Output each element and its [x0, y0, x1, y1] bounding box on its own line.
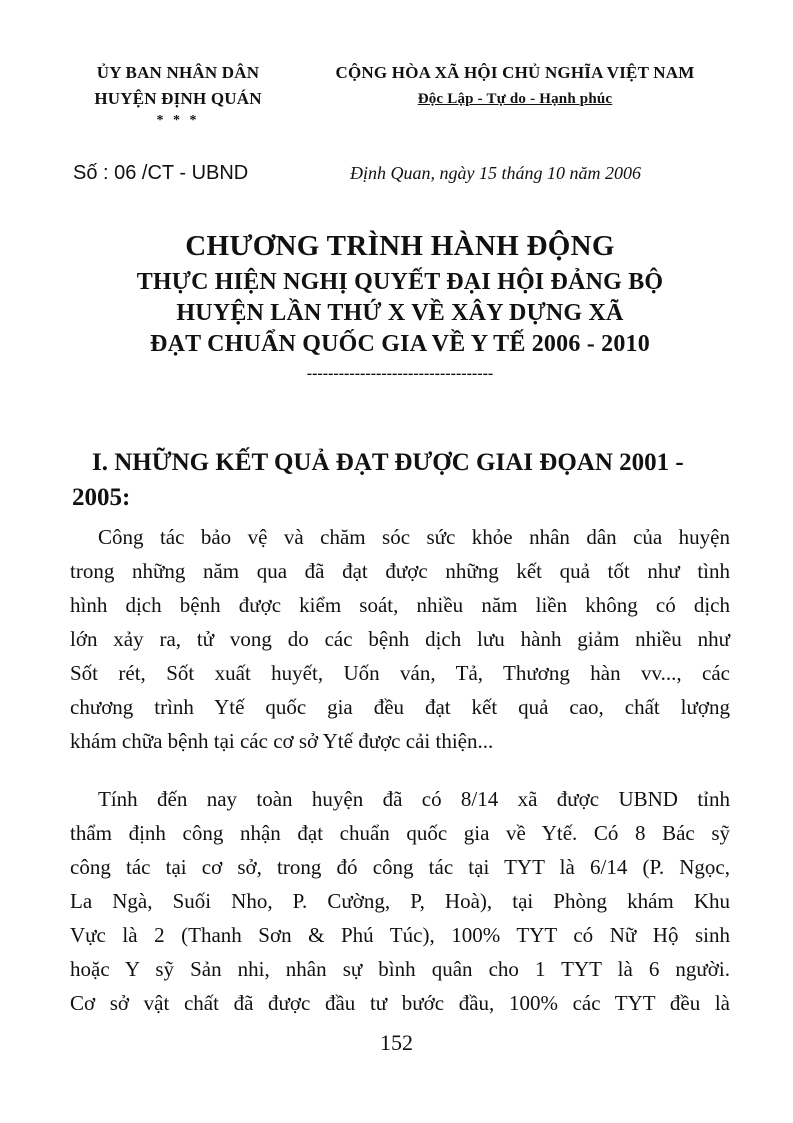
issuing-authority [68, 60, 288, 130]
document-title [60, 225, 740, 384]
title-main: CHƯƠNG TRÌNH HÀNH ĐỘNG [185, 230, 615, 262]
national-title: CỘNG HÒA XÃ HỘI CHỦ NGHĨA VIỆT NAM [335, 63, 695, 82]
paragraph-2 [70, 782, 730, 1020]
title-sub-2: HUYỆN LẦN THỨ X VỀ XÂY DỰNG XÃ [176, 300, 624, 326]
paragraph-line: khám chữa bệnh tại các cơ sở Ytế được cải thiện... [70, 729, 494, 753]
paragraph-line: Vực là 2 (Thanh Sơn & Phú Túc), 100% TYT có Nữ Hộ sinh [70, 923, 730, 947]
authority-line-1: ỦY BAN NHÂN DÂN [96, 63, 260, 82]
paragraph-line: lớn xảy ra, tử vong do các bệnh dịch lưu hành giảm nhiều như [70, 627, 730, 651]
paragraph-line: công tác tại cơ sở, trong đó công tác tại TYT là 6/14 (P. Ngọc, [70, 855, 730, 879]
paragraph-line: Tính đến nay toàn huyện đã có 8/14 xã được UBND tỉnh [98, 787, 730, 811]
section-heading [72, 445, 732, 515]
section-heading-line-2: 2005: [72, 484, 131, 511]
authority-stars: * * * [156, 113, 200, 128]
page-number: 152 [380, 1030, 413, 1055]
paragraph-line: trong những năm qua đã đạt được những kết quả tốt như tình [70, 559, 730, 583]
national-motto: Độc Lập - Tự do - Hạnh phúc [417, 91, 613, 107]
title-divider: ----------------------------------- [306, 365, 494, 382]
title-sub-1: THỰC HIỆN NGHỊ QUYẾT ĐẠI HỘI ĐẢNG BỘ [136, 269, 664, 295]
title-sub-3: ĐẠT CHUẨN QUỐC GIA VỀ Y TẾ 2006 - 2010 [150, 331, 650, 357]
paragraph-line: Công tác bảo vệ và chăm sóc sức khỏe nhân dân của huyện [98, 525, 730, 549]
paragraph-1 [70, 520, 730, 758]
document-date: Định Quan, ngày 15 tháng 10 năm 2006 [350, 163, 641, 183]
paragraph-line: Cơ sở vật chất đã được đầu tư bước đầu, 100% các TYT đều là [70, 991, 730, 1015]
document-number: Số : 06 /CT - UBND [73, 162, 249, 184]
paragraph-line: thẩm định công nhận đạt chuẩn quốc gia về Ytế. Có 8 Bác sỹ [70, 821, 730, 845]
national-header [305, 60, 725, 112]
paragraph-line: La Ngà, Suối Nho, P. Cường, P, Hoà), tại Phòng khám Khu [70, 889, 730, 913]
paragraph-line: chương trình Ytế quốc gia đều đạt kết quả cao, chất lượng [70, 695, 730, 719]
authority-line-2: HUYỆN ĐỊNH QUÁN [94, 89, 262, 108]
paragraph-line: hình dịch bệnh được kiểm soát, nhiều năm liền không có dịch [70, 593, 730, 617]
section-heading-line-1: I. NHỮNG KẾT QUẢ ĐẠT ĐƯỢC GIAI ĐỌAN 2001 - [92, 449, 684, 476]
paragraph-line: Sốt rét, Sốt xuất huyết, Uốn ván, Tả, Thương hàn vv..., các [70, 661, 730, 685]
paragraph-line: hoặc Y sỹ Sản nhi, nhân sự bình quân cho 1 TYT là 6 người. [70, 957, 730, 981]
